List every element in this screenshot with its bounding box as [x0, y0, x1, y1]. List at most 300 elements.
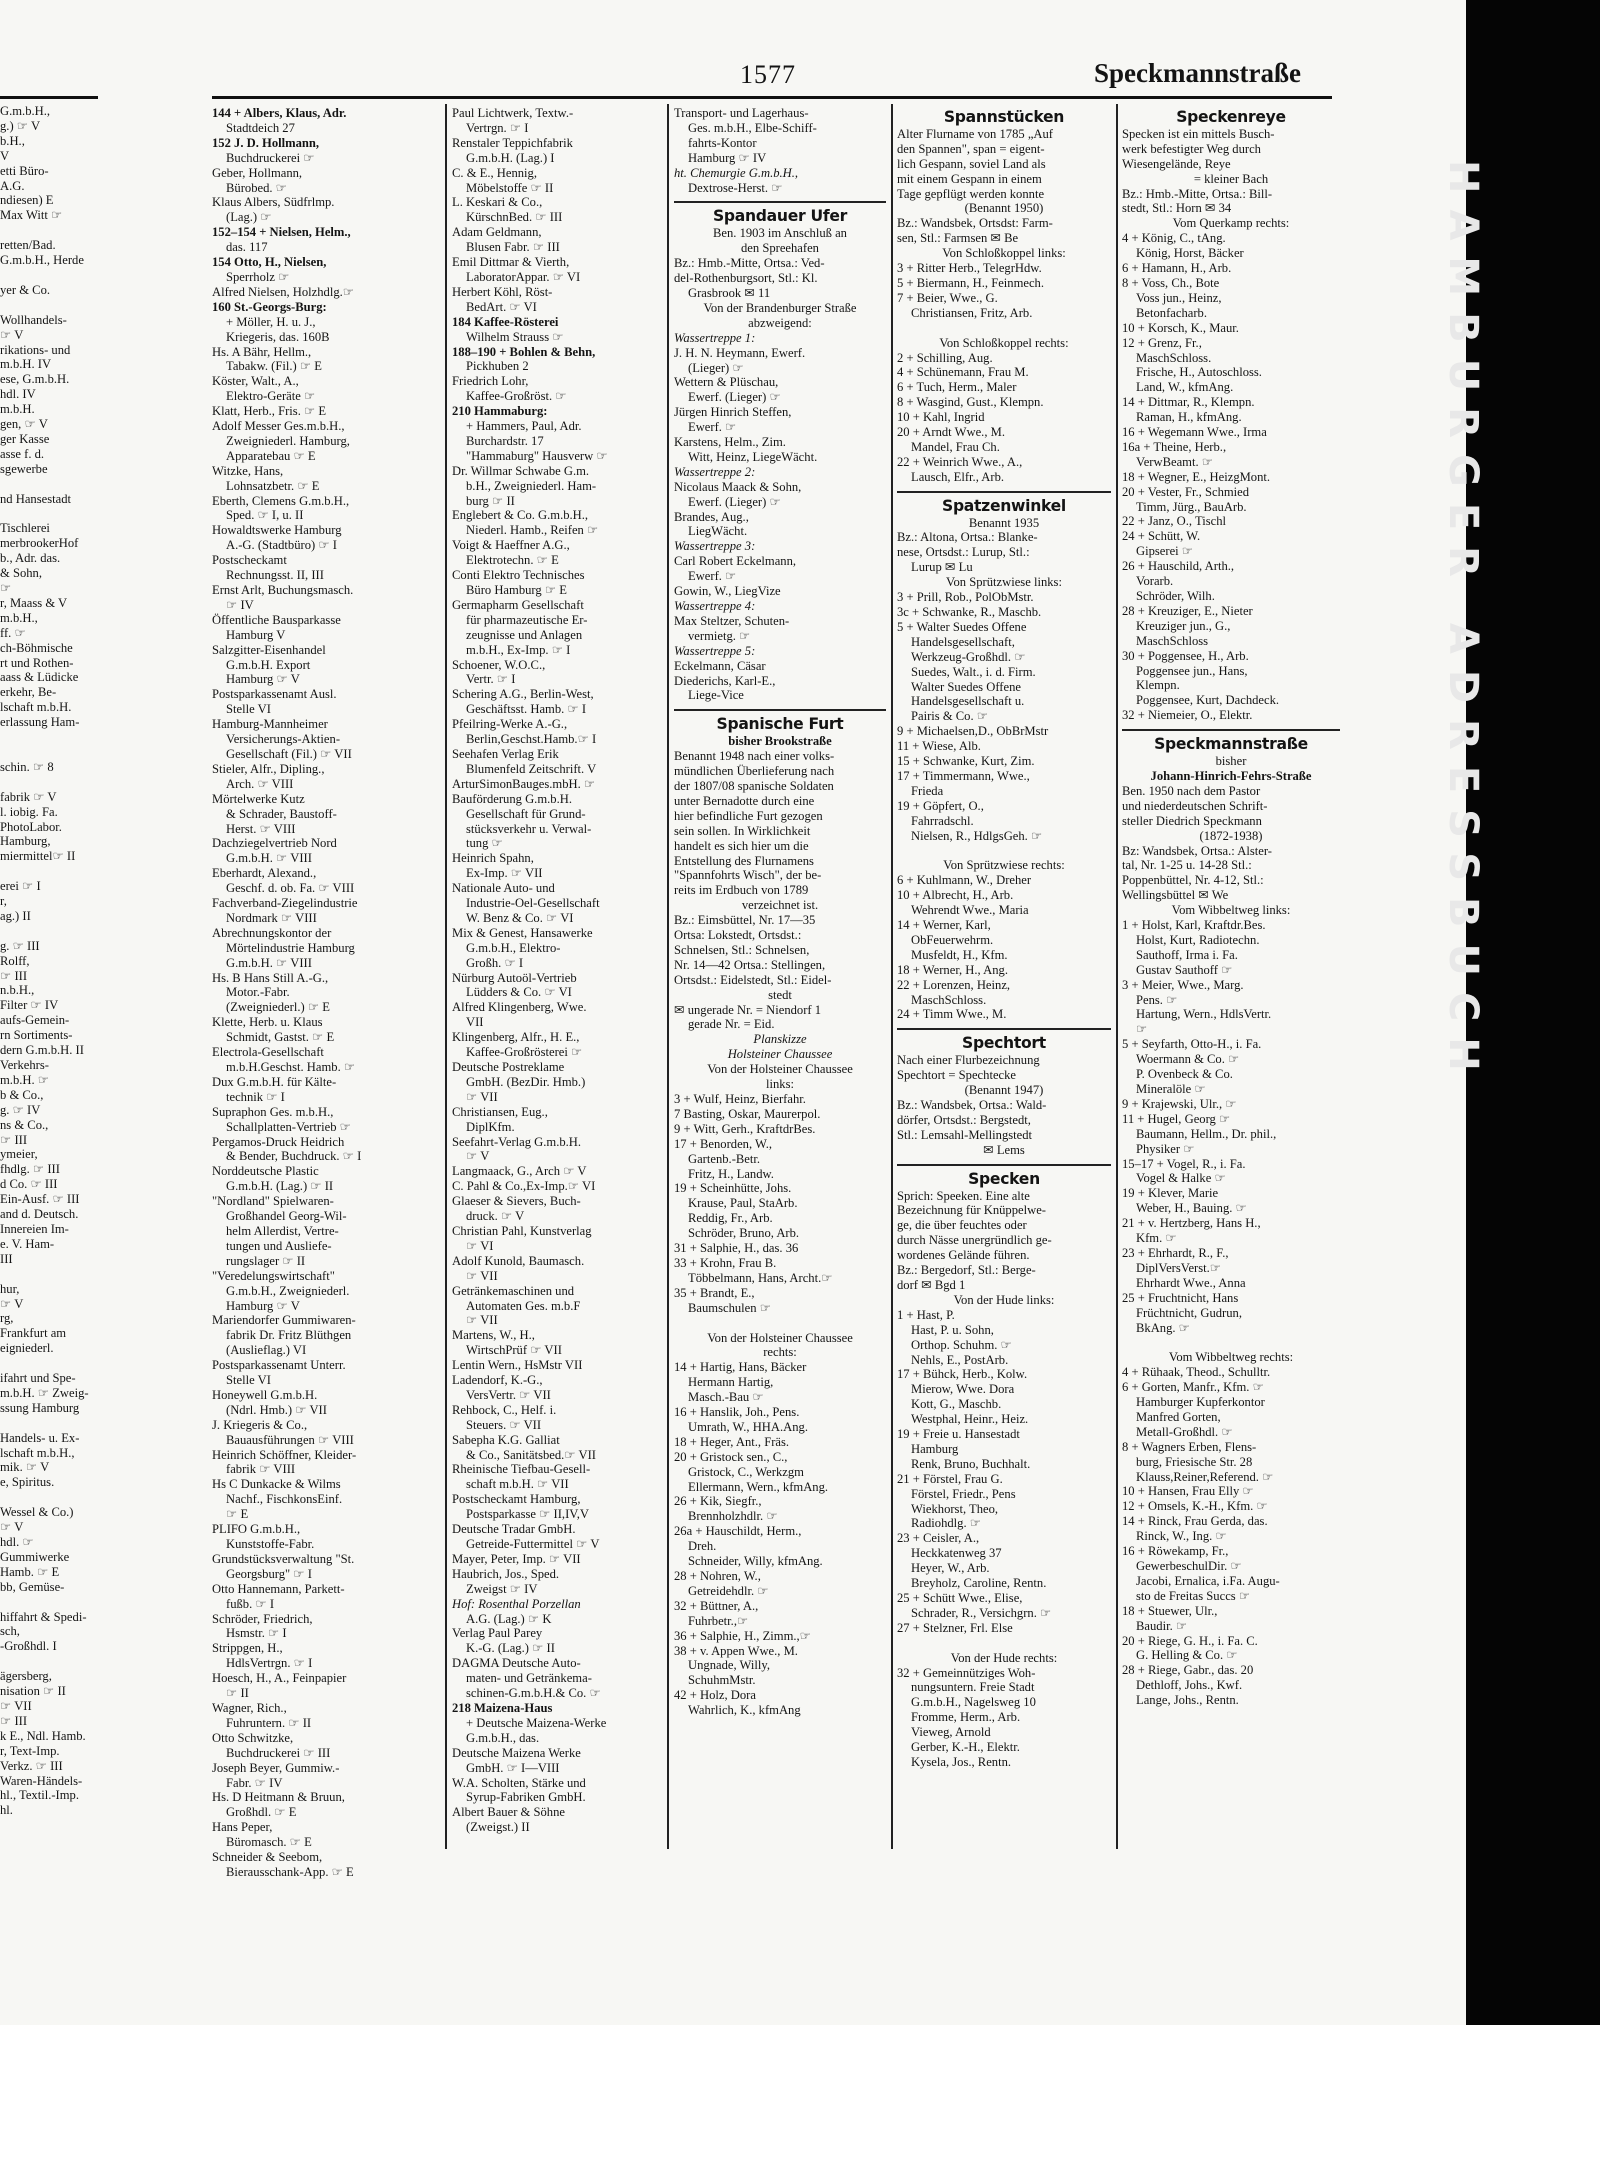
- directory-entry-line: Joseph Beyer, Gummiw.-: [212, 1760, 340, 1775]
- directory-entry-line: "Spannfohrts Wisch", der be-: [674, 868, 822, 883]
- directory-entry-line: Ewerf. (Lieger) ☞: [688, 494, 781, 509]
- directory-entry-line: Supraphon Ges. m.b.H.,: [212, 1104, 334, 1119]
- directory-entry-line: 24 + Schütt, W.: [1122, 529, 1201, 544]
- directory-entry-line: Gesellschaft für Grund-: [466, 806, 586, 821]
- fragment-line: sch,: [0, 1624, 20, 1639]
- directory-entry-line: Hartung, Wern., HdlsVertr.: [1136, 1007, 1272, 1022]
- fragment-line: b & Co.,: [0, 1087, 44, 1102]
- directory-entry-line: dörfer, Ortsdst.: Bergstedt,: [897, 1112, 1031, 1127]
- directory-entry-line: Hs. A Bähr, Hellm.,: [212, 344, 312, 359]
- directory-entry-line: Automaten Ges. m.b.F: [466, 1298, 581, 1313]
- fragment-line: eigniederl.: [0, 1341, 54, 1356]
- directory-entry-line: 4 + Rühaak, Theod., Schulltr.: [1122, 1365, 1271, 1380]
- directory-entry-line: Wilhelm Strauss ☞: [466, 329, 564, 344]
- directory-entry-line: Poggensee jun., Hans,: [1136, 663, 1248, 678]
- directory-entry-line: Geber, Hollmann,: [212, 165, 303, 180]
- fragment-line: Handels- u. Ex-: [0, 1430, 80, 1445]
- directory-entry-line: G.m.b.H., Elektro-: [466, 940, 561, 955]
- directory-entry-line: L. Keskari & Co.,: [452, 195, 543, 210]
- directory-entry-line: 152 J. D. Hollmann,: [212, 135, 320, 150]
- directory-entry-line: Von Schloßkoppel links:: [942, 246, 1066, 261]
- directory-entry-line: Adolf Messer Ges.m.b.H.,: [212, 419, 345, 434]
- fragment-line: ymeier,: [0, 1147, 38, 1162]
- directory-entry-line: Heinrich Spahn,: [452, 851, 534, 866]
- fragment-line: [0, 1490, 98, 1505]
- fragment-line: nd Hansestadt: [0, 491, 71, 506]
- section-rule: [1122, 729, 1340, 731]
- directory-entry-line: 6 + Kuhlmann, W., Dreher: [897, 873, 1032, 888]
- fragment-line: ns & Co.,: [0, 1117, 49, 1132]
- directory-entry-line: Otto Hannemann, Parkett-: [212, 1581, 345, 1596]
- directory-entry-line: Manfred Gorten,: [1136, 1409, 1221, 1424]
- directory-entry-line: Transport- und Lagerhaus-: [674, 106, 809, 120]
- directory-entry-line: Von Schloßkoppel rechts:: [939, 335, 1069, 350]
- directory-entry-line: G.m.b.H. ☞ VIII: [226, 955, 312, 970]
- directory-entry-line: Rheinische Tiefbau-Gesell-: [452, 1462, 591, 1477]
- fragment-line: Wessel & Co.): [0, 1505, 74, 1520]
- directory-entry-line: Wagner, Rich.,: [212, 1700, 287, 1715]
- directory-entry-line: (Zweigniederl.) ☞ E: [226, 1000, 330, 1015]
- fragment-line: ger Kasse: [0, 431, 50, 446]
- directory-entry-line: 18 + Werner, H., Ang.: [897, 962, 1008, 977]
- directory-entry-line: 16 + Wegemann Wwe., Irma: [1122, 425, 1267, 440]
- fragment-line: Ein-Ausf. ☞ III: [0, 1192, 80, 1207]
- fragment-line: m.b.H. IV: [0, 357, 52, 372]
- directory-entry-line: Timm, Jürg., BauArb.: [1136, 499, 1247, 514]
- directory-entry-line: Stelle VI: [226, 702, 271, 717]
- directory-entry-line: Hamburg ☞ V: [226, 1298, 300, 1313]
- directory-entry-line: Martens, W., H.,: [452, 1328, 535, 1343]
- directory-entry-line: 15–17 + Vogel, R., i. Fa.: [1122, 1156, 1246, 1171]
- directory-entry-line: Klauss,Reiner,Referend. ☞: [1136, 1469, 1274, 1484]
- fragment-line: aass & Lüdicke: [0, 670, 79, 685]
- directory-entry-line: 9 + Michaelsen,D., ObBrMstr: [897, 724, 1049, 739]
- directory-entry-line: ☞ VII: [466, 1313, 498, 1328]
- directory-entry-line: 11 + Hugel, Georg ☞: [1122, 1111, 1231, 1126]
- directory-entry-line: gerade Nr. = Eid.: [688, 1017, 775, 1032]
- directory-entry-line: Kysela, Jos., Rentn.: [911, 1754, 1012, 1769]
- directory-entry-line: Betonfacharb.: [1136, 305, 1207, 320]
- directory-entry-line: Getreidehdlr. ☞: [688, 1583, 769, 1598]
- directory-entry-line: Lurup ✉ Lu: [911, 560, 973, 575]
- directory-entry-line: SchuhmMstr.: [688, 1673, 756, 1688]
- directory-entry-line: Sabepha K.G. Galliat: [452, 1432, 560, 1447]
- directory-entry-line: schaft m.b.H. ☞ VII: [466, 1477, 569, 1492]
- directory-entry-line: Vom Querkamp rechts:: [1172, 216, 1290, 231]
- directory-entry-line: K.-G. (Lag.) ☞ II: [466, 1641, 555, 1656]
- directory-entry-line: Diederichs, Karl-E.,: [674, 673, 776, 688]
- fragment-line: rt und Rothen-: [0, 655, 74, 670]
- directory-entry-line: 144 + Albers, Klaus, Adr.: [212, 106, 347, 120]
- directory-entry-line: Honeywell G.m.b.H.: [212, 1387, 318, 1402]
- directory-entry-line: Von Sprützwiese rechts:: [943, 858, 1065, 873]
- directory-entry-line: Buchdruckerei ☞: [226, 150, 315, 165]
- directory-entry-line: Schering A.G., Berlin-West,: [452, 687, 594, 702]
- directory-entry-line: 27 + Stelzner, Frl. Else: [897, 1620, 1013, 1635]
- fragment-line: Hamburg,: [0, 834, 51, 849]
- directory-entry-line: HdlsVertrgn. ☞ I: [226, 1656, 313, 1671]
- directory-entry-line: Ortsa: Lokstedt, Ortsdst.:: [674, 928, 802, 943]
- street-heading: Spatzenwinkel: [942, 496, 1066, 515]
- directory-entry-line: Apparatebau ☞ E: [226, 448, 316, 463]
- directory-entry-line: + Deutsche Maizena-Werke: [466, 1715, 607, 1730]
- directory-entry-line: 8 + Voss, Ch., Bote: [1122, 275, 1220, 290]
- directory-entry-line: Abrechnungskontor der: [212, 925, 332, 940]
- directory-entry-line: Krause, Paul, StaArb.: [688, 1196, 798, 1211]
- directory-entry-line: 1 + Holst, Karl, Kraftdr.Bes.: [1122, 918, 1266, 933]
- directory-entry-line: [897, 321, 1111, 336]
- fragment-line: Wollhandels-: [0, 312, 67, 327]
- directory-entry-line: Glaeser & Sievers, Buch-: [452, 1194, 581, 1209]
- directory-entry-line: m.b.H., Ex-Imp. ☞ I: [466, 642, 571, 657]
- directory-entry-line: Nehls, E., PostArb.: [911, 1352, 1009, 1367]
- directory-entry-line: Walter Suedes Offene: [911, 679, 1021, 694]
- directory-entry-line: A.-G. (Stadtbüro) ☞ I: [226, 538, 337, 553]
- fragment-line: mik. ☞ V: [0, 1460, 50, 1475]
- directory-entry-line: "Hammaburg" Hausverw ☞: [466, 448, 608, 463]
- directory-entry-line: Verlag Paul Parey: [452, 1626, 543, 1641]
- header-rule: [212, 96, 1332, 99]
- directory-entry-line: Schoener, W.O.C.,: [452, 657, 546, 672]
- directory-entry-line: Bz.: Wandsbek, Ortsdst: Farm-: [897, 216, 1053, 231]
- directory-entry-line: für pharmazeutische Er-: [466, 612, 588, 627]
- fragment-line: schin. ☞ 8: [0, 759, 54, 774]
- directory-entry-line: Lentin Wern., HsMstr VII: [452, 1358, 583, 1373]
- directory-entry-line: W. Benz & Co. ☞ VI: [466, 910, 574, 925]
- directory-entry-line: Schallplatten-Vertrieb ☞: [226, 1119, 351, 1134]
- directory-entry-line: links:: [766, 1077, 794, 1092]
- directory-entry-line: & Bender, Buchdruck. ☞ I: [226, 1149, 362, 1164]
- directory-entry-line: Witzke, Hans,: [212, 463, 284, 478]
- directory-entry-line: G.m.b.H. (Lag.) I: [466, 150, 555, 165]
- directory-entry-line: J. Kriegeris & Co.,: [212, 1417, 308, 1432]
- directory-entry-line: & Co., Sanitätsbed.☞ VII: [466, 1447, 596, 1462]
- directory-entry-line: Lange, Johs., Rentn.: [1136, 1693, 1239, 1708]
- column-divider: [667, 104, 669, 1849]
- directory-entry-line: Tage gepflügt werden konnte: [897, 186, 1045, 201]
- directory-entry-line: (Zweigst.) II: [466, 1820, 530, 1835]
- directory-entry-line: Sprich: Speeken. Eine alte: [897, 1188, 1030, 1203]
- directory-entry-line: Friedrich Lohr,: [452, 374, 529, 389]
- directory-entry-line: mündlichen Überlieferung nach: [674, 764, 835, 779]
- directory-entry-line: W.A. Scholten, Stärke und: [452, 1775, 586, 1790]
- directory-entry-line: steller Diedrich Speckmann: [1122, 813, 1262, 828]
- directory-entry-line: (Lieger) ☞: [688, 360, 744, 375]
- directory-entry-line: fußb. ☞ I: [226, 1596, 275, 1611]
- fragment-line: [0, 1356, 98, 1371]
- directory-entry-line: + Möller, H. u. J.,: [226, 314, 316, 329]
- directory-entry-line: Kaffee-Großrösterei ☞: [466, 1045, 583, 1060]
- directory-entry-line: Wassertreppe 5:: [674, 643, 756, 658]
- directory-entry-line: 18 + Stuewer, Ulr.,: [1122, 1603, 1218, 1618]
- directory-entry-line: bisher Brookstraße: [728, 734, 832, 749]
- directory-entry-line: Conti Elektro Technisches: [452, 568, 585, 583]
- directory-entry-line: Mix & Genest, Hansawerke: [452, 925, 593, 940]
- fragment-line: Waren-Händels-: [0, 1773, 83, 1788]
- directory-entry-line: Berlin,Geschst.Hamb.☞ I: [466, 732, 597, 747]
- fragment-line: ☞ III: [0, 968, 28, 983]
- directory-entry-line: Westphal, Heinr., Heiz.: [911, 1412, 1029, 1427]
- directory-entry-line: 30 + Poggensee, H., Arb.: [1122, 648, 1249, 663]
- fragment-line: m.b.H. ☞ Zweig-: [0, 1385, 89, 1400]
- fragment-line: rikations- und: [0, 342, 71, 357]
- directory-entry-line: Nach einer Flurbezeichnung: [897, 1053, 1040, 1068]
- fragment-line: [0, 745, 98, 760]
- directory-entry-line: Radiohdlg. ☞: [911, 1516, 982, 1531]
- directory-entry-line: & Schrader, Baustoff-: [226, 806, 337, 821]
- directory-entry-line: 4 + König, C., tAng.: [1122, 231, 1226, 246]
- directory-entry-line: Wassertreppe 3:: [674, 539, 756, 554]
- fragment-line: miermittel☞ II: [0, 849, 76, 864]
- directory-entry-line: Jacobi, Ernalica, i.Fa. Augu-: [1136, 1573, 1280, 1588]
- directory-entry-line: Hamburg-Mannheimer: [212, 717, 328, 732]
- directory-entry-line: Vieweg, Arnold: [911, 1725, 991, 1740]
- directory-entry-line: Ben. 1903 im Anschluß an: [713, 226, 847, 241]
- directory-entry-line: ☞: [1136, 1022, 1148, 1037]
- directory-entry-line: 25 + Fruchtnicht, Hans: [1122, 1290, 1239, 1305]
- directory-entry-line: Witt, Heinz, LiegeWächt.: [688, 449, 818, 464]
- directory-entry-line: LiegWächt.: [688, 524, 748, 539]
- directory-entry-line: Getreide-Futtermittel ☞ V: [466, 1537, 600, 1551]
- directory-entry-line: Deutsche Tradar GmbH.: [452, 1522, 576, 1537]
- directory-entry-line: Fabr. ☞ IV: [226, 1775, 283, 1790]
- running-head: Speckmannstraße: [1093, 58, 1301, 88]
- directory-entry-line: Salzgitter-Eisenhandel: [212, 642, 326, 657]
- directory-entry-line: Umrath, W., HHA.Ang.: [688, 1419, 808, 1434]
- directory-entry-line: Poggensee, Kurt, Dachdeck.: [1136, 693, 1280, 708]
- directory-entry-line: 7 Basting, Oskar, Maurerpol.: [674, 1106, 821, 1121]
- directory-entry-line: Gowin, W., LiegVize: [674, 584, 781, 599]
- directory-entry-line: ArturSimonBauges.mbH. ☞: [452, 776, 596, 791]
- directory-entry-line: 32 + Niemeier, O., Elektr.: [1122, 708, 1253, 723]
- directory-entry-line: 26 + Kik, Siegfr.,: [674, 1494, 762, 1509]
- directory-entry-line: Albert Bauer & Söhne: [452, 1805, 565, 1820]
- directory-entry-line: Dextrose-Herst. ☞: [688, 180, 783, 195]
- directory-entry-line: Otto Schwitzke,: [212, 1730, 294, 1745]
- directory-entry-line: Sauthoff, Irma i. Fa.: [1136, 947, 1238, 962]
- directory-entry-line: Hans Peper,: [212, 1820, 273, 1835]
- page-number: 1577: [740, 60, 796, 89]
- directory-entry-line: 3c + Schwanke, R., Maschb.: [897, 605, 1042, 619]
- column-divider: [891, 104, 893, 1849]
- directory-entry-line: Deutsche Maizena Werke: [452, 1745, 581, 1760]
- directory-entry-line: rungslager ☞ II: [226, 1253, 306, 1268]
- fragment-line: hdl. IV: [0, 387, 36, 402]
- directory-entry-line: Fachverband-Ziegelindustrie: [212, 896, 358, 911]
- directory-entry-line: 28 + Nohren, W.,: [674, 1569, 761, 1583]
- directory-entry-line: Reddig, Fr., Arb.: [688, 1211, 773, 1226]
- directory-entry-line: Versicherungs-Aktien-: [226, 732, 341, 747]
- directory-entry-line: [897, 844, 1111, 859]
- directory-entry-line: 38 + v. Appen Wwe., M.: [674, 1643, 798, 1658]
- directory-entry-line: DAGMA Deutsche Auto-: [452, 1656, 581, 1671]
- directory-entry-line: 23 + Ehrhardt, R., F.,: [1122, 1245, 1229, 1260]
- directory-entry-line: Ernst Arlt, Buchungsmasch.: [212, 583, 354, 597]
- directory-entry-line: Norddeutsche Plastic: [212, 1164, 319, 1179]
- directory-entry-line: druck. ☞ V: [466, 1209, 525, 1224]
- directory-entry-line: nese, Ortsdst.: Lurup, Stl.:: [897, 545, 1030, 560]
- directory-entry-line: fabrik ☞ VIII: [226, 1462, 296, 1477]
- directory-entry-line: C. Pahl & Co.,Ex-Imp.☞ VI: [452, 1179, 596, 1194]
- directory-entry-line: 21 + Förstel, Frau G.: [897, 1471, 1003, 1486]
- fragment-line: & Sohn,: [0, 566, 42, 581]
- column-5: [1122, 106, 1340, 1856]
- fragment-line: [0, 223, 98, 238]
- directory-entry-line: 28 + Kreuziger, E., Nieter: [1122, 603, 1253, 618]
- directory-entry-line: G.m.b.H., Zweigniederl.: [226, 1283, 350, 1298]
- directory-entry-line: Kfm. ☞: [1136, 1231, 1177, 1246]
- directory-entry-line: burg, Friesische Str. 28: [1136, 1454, 1253, 1469]
- directory-entry-line: 19 + Freie u. Hansestadt: [897, 1427, 1020, 1442]
- directory-entry-line: 32 + Büttner, A.,: [674, 1598, 759, 1613]
- directory-entry-line: Dreh.: [688, 1539, 717, 1554]
- directory-entry-line: Fuhruntern. ☞ II: [226, 1715, 312, 1730]
- directory-entry-line: G.m.b.H. (Lag.) ☞ II: [226, 1179, 334, 1194]
- fragment-line: [0, 730, 98, 745]
- directory-entry-line: verzeichnet ist.: [741, 898, 819, 913]
- directory-entry-line: 160 St.-Georgs-Burg:: [212, 299, 327, 314]
- directory-entry-line: 17 + Timmermann, Wwe.,: [897, 768, 1030, 783]
- directory-entry-line: Ewerf. (Lieger) ☞: [688, 390, 781, 405]
- directory-entry-line: Ortsdst.: Eidelstedt, Stl.: Eidel-: [674, 972, 832, 987]
- directory-entry-line: WirtschPrüf ☞ VII: [466, 1343, 562, 1358]
- directory-entry-line: Ewerf. ☞: [688, 569, 737, 584]
- directory-entry-line: und niederdeutschen Schrift-: [1122, 798, 1268, 813]
- directory-entry-line: Postscheckamt Hamburg,: [452, 1492, 581, 1507]
- directory-entry-line: Dethloff, Johs., Kwf.: [1136, 1678, 1243, 1693]
- directory-entry-line: wordenes Gelände führen.: [897, 1248, 1030, 1263]
- street-heading: Spannstücken: [943, 108, 1065, 126]
- directory-entry-line: DiplKfm.: [466, 1119, 515, 1134]
- fragment-line: m.b.H.: [0, 402, 35, 417]
- directory-entry-line: 6 + Tuch, Herm., Maler: [897, 380, 1017, 395]
- fragment-line: ☞: [0, 581, 12, 595]
- directory-entry-line: 16 + Röwekamp, Fr.,: [1122, 1544, 1229, 1559]
- directory-entry-line: Heckkatenweg 37: [911, 1546, 1002, 1561]
- directory-entry-line: Großhdl. ☞ E: [226, 1805, 297, 1820]
- fragment-line: [0, 864, 98, 879]
- section-rule: [897, 1028, 1111, 1030]
- directory-entry-line: Hoesch, H., A., Feinpapier: [212, 1671, 347, 1686]
- directory-entry-line: Christiansen, Eug.,: [452, 1104, 548, 1119]
- fragment-line: Verkehrs-: [0, 1058, 49, 1072]
- directory-entry-line: handelt es sich hier um die: [674, 838, 809, 853]
- directory-entry-line: ge, die über feuchtes oder: [897, 1218, 1027, 1233]
- directory-entry-line: Dachziegelvertrieb Nord: [212, 836, 337, 851]
- fragment-line: ch-Böhmische: [0, 640, 73, 655]
- directory-entry-line: P. Ovenbeck & Co.: [1136, 1067, 1233, 1082]
- fragment-line: -Großhdl. I: [0, 1639, 57, 1654]
- fragment-line: Filter ☞ IV: [0, 998, 59, 1013]
- directory-entry-line: Pergamos-Druck Heidrich: [212, 1134, 345, 1149]
- directory-entry-line: Fahrradschl.: [911, 813, 974, 828]
- directory-entry-line: Hamburger Kupferkontor: [1136, 1395, 1265, 1410]
- fragment-line: sgewerbe: [0, 461, 48, 476]
- directory-entry-line: sto de Freitas Succs ☞: [1136, 1588, 1251, 1603]
- directory-entry-line: Kott, G., Maschb.: [911, 1397, 1002, 1412]
- directory-entry-line: stücksverkehr u. Verwal-: [466, 821, 592, 836]
- fragment-line: [0, 924, 98, 939]
- directory-entry-line: 1 + Hast, P.: [897, 1307, 955, 1322]
- directory-entry-line: Fritz, H., Landw.: [688, 1166, 774, 1181]
- directory-entry-line: 9 + Krajewski, Ulr., ☞: [1122, 1096, 1237, 1111]
- directory-entry-line: (Benannt 1950): [964, 201, 1044, 216]
- directory-entry-line: burg ☞ II: [466, 493, 515, 508]
- directory-entry-line: Baudir. ☞: [1136, 1618, 1188, 1633]
- fragment-line: ag.) II: [0, 908, 31, 923]
- directory-entry-line: "Nordland" Spielwaren-: [212, 1194, 334, 1209]
- fragment-line: fabrik ☞ V: [0, 789, 57, 804]
- directory-entry-line: Mariendorfer Gummiwaren-: [212, 1313, 356, 1328]
- directory-entry-line: Christian Pahl, Kunstverlag: [452, 1223, 592, 1238]
- fragment-line: [0, 775, 98, 790]
- directory-entry-line: Postsparkasse ☞ II,IV,V: [466, 1507, 589, 1522]
- directory-entry-line: 12 + Grenz, Fr.,: [1122, 335, 1202, 350]
- directory-entry-line: (Lag.) ☞: [226, 210, 272, 225]
- directory-entry-line: Liege-Vice: [688, 688, 744, 703]
- column-3: [674, 106, 886, 1856]
- directory-entry-line: Hamburg ☞ V: [226, 672, 300, 687]
- fragment-line: A.G.: [0, 178, 25, 193]
- directory-entry-line: Motor.-Fabr.: [226, 985, 290, 1000]
- directory-entry-line: Howaldtswerke Hamburg: [212, 523, 342, 538]
- directory-entry-line: Masch.-Bau ☞: [688, 1390, 764, 1405]
- directory-entry-line: ht. Chemurgie G.m.b.H.,: [674, 165, 799, 180]
- directory-entry-line: Gerber, K.-H., Elektr.: [911, 1740, 1020, 1755]
- directory-entry-line: Kreuziger jun., G.,: [1136, 618, 1231, 633]
- directory-entry-line: Stadtdeich 27: [226, 120, 295, 135]
- directory-entry-line: Von Sprützwiese links:: [946, 575, 1062, 590]
- book-spine-shadow: [1466, 0, 1600, 2025]
- street-heading: Spandauer Ufer: [712, 207, 847, 226]
- directory-entry-line: Gustav Sauthoff ☞: [1136, 962, 1233, 977]
- directory-entry-line: Vorarb.: [1136, 574, 1174, 589]
- fragment-line: [0, 1595, 98, 1610]
- directory-entry-line: 33 + Krohn, Frau B.: [674, 1255, 777, 1270]
- directory-entry-line: den Spannen", span = eigent-: [897, 141, 1045, 156]
- directory-entry-line: Nicolaus Maack & Sohn,: [674, 479, 802, 494]
- fragment-line: ☞ V: [0, 1520, 24, 1535]
- fragment-line: Hamb. ☞ E: [0, 1564, 60, 1579]
- directory-entry-line: Raman, H., kfmAng.: [1136, 410, 1242, 425]
- directory-entry-line: 17 + Bühck, Herb., Kolw.: [897, 1367, 1028, 1382]
- directory-entry-line: Seehafen Verlag Erik: [452, 746, 559, 761]
- fragment-line: hiffahrt & Spedi-: [0, 1609, 87, 1624]
- directory-entry-line: Germapharm Gesellschaft: [452, 597, 584, 612]
- directory-entry-line: durch Nässe unergründlich ge-: [897, 1233, 1052, 1248]
- directory-entry-line: Von der Hude rechts:: [950, 1650, 1058, 1665]
- fragment-line: lschaft m.b.H.,: [0, 1445, 75, 1460]
- fragment-line: merbrookerHof: [0, 536, 79, 551]
- directory-entry-line: Strippgen, H.,: [212, 1641, 283, 1656]
- directory-entry-line: fabrik Dr. Fritz Blüthgen: [226, 1328, 352, 1343]
- directory-entry-line: Holsteiner Chaussee: [727, 1047, 833, 1062]
- directory-entry-line: 36 + Salphie, H., Zimm.,☞: [674, 1628, 811, 1643]
- directory-entry-line: Zweigst ☞ IV: [466, 1581, 538, 1596]
- directory-entry-line: 31 + Salphie, H., das. 36: [674, 1241, 799, 1256]
- directory-entry-line: Förstel, Friedr., Pens: [911, 1486, 1016, 1501]
- directory-entry-line: Brennholzhdlr. ☞: [688, 1509, 778, 1524]
- directory-entry-line: 9 + Witt, Gerh., KraftdrBes.: [674, 1121, 816, 1136]
- directory-entry-line: Hermann Hartig,: [688, 1375, 774, 1390]
- directory-entry-line: Büro Hamburg ☞ E: [466, 583, 567, 597]
- directory-entry-line: 35 + Brandt, E.,: [674, 1285, 755, 1300]
- fragment-line: ifahrt und Spe-: [0, 1371, 76, 1386]
- directory-entry-line: G.m.b.H., das.: [466, 1730, 540, 1745]
- fragment-line: gen, ☞ V: [0, 417, 48, 432]
- directory-entry-line: Lohnsatzbetr. ☞ E: [226, 478, 320, 493]
- directory-entry-line: Bz.: Eimsbüttel, Nr. 17—35: [674, 913, 816, 928]
